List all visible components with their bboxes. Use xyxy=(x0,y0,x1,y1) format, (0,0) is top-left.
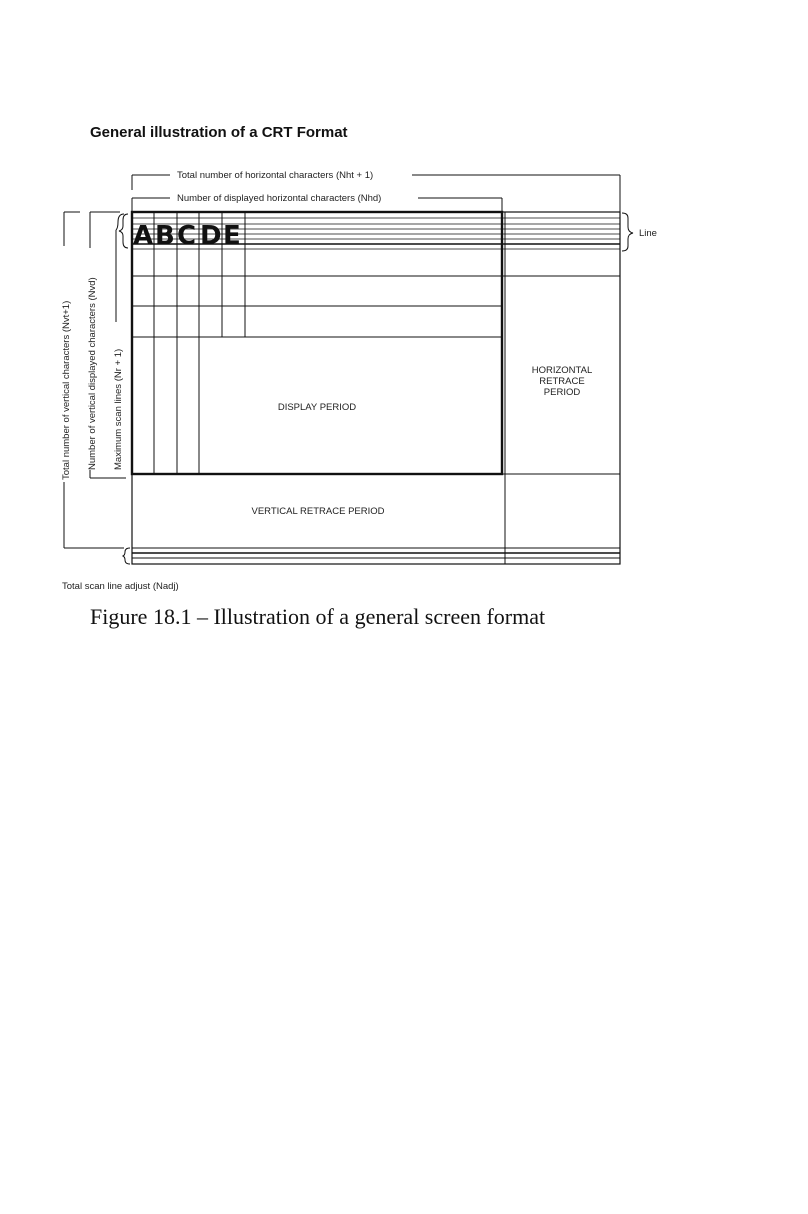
crt-format-diagram xyxy=(0,0,808,600)
horizontal-retrace-label-2: RETRACE xyxy=(539,376,585,387)
total-vertical-label: Total number of vertical characters (Nvt+1) xyxy=(61,300,72,480)
character-brace-icon xyxy=(119,214,128,248)
vertical-retrace-label: VERTICAL RETRACE PERIOD xyxy=(251,506,385,517)
character-b: B xyxy=(155,221,175,251)
character-a: A xyxy=(133,221,154,251)
horizontal-retrace-label-1: HORIZONTAL xyxy=(531,365,593,376)
displayed-horizontal-label: Number of displayed horizontal characters (Nhd) xyxy=(177,193,382,204)
character-d: D xyxy=(200,221,222,251)
horizontal-retrace-label-3: PERIOD xyxy=(543,387,581,398)
adjust-brace-icon xyxy=(123,548,130,564)
display-period-label: DISPLAY PERIOD xyxy=(277,402,357,413)
diagram-title: General illustration of a CRT Format xyxy=(90,124,348,141)
figure-caption: Figure 18.1 – Illustration of a general screen format xyxy=(90,604,546,629)
line-brace-icon xyxy=(622,213,633,251)
scan-lines-label: Maximum scan lines (Nr + 1) xyxy=(113,348,124,470)
displayed-vertical-label: Number of vertical displayed characters (Nvd) xyxy=(87,277,98,470)
line-label: Line xyxy=(639,228,657,239)
character-e: E xyxy=(223,221,241,251)
total-horizontal-label: Total number of horizontal characters (Nht + 1) xyxy=(177,170,374,181)
character-c: C xyxy=(177,221,197,251)
scan-line-adjust-label: Total scan line adjust (Nadj) xyxy=(62,581,179,592)
character-row xyxy=(133,221,241,251)
display-period-box xyxy=(132,212,502,474)
